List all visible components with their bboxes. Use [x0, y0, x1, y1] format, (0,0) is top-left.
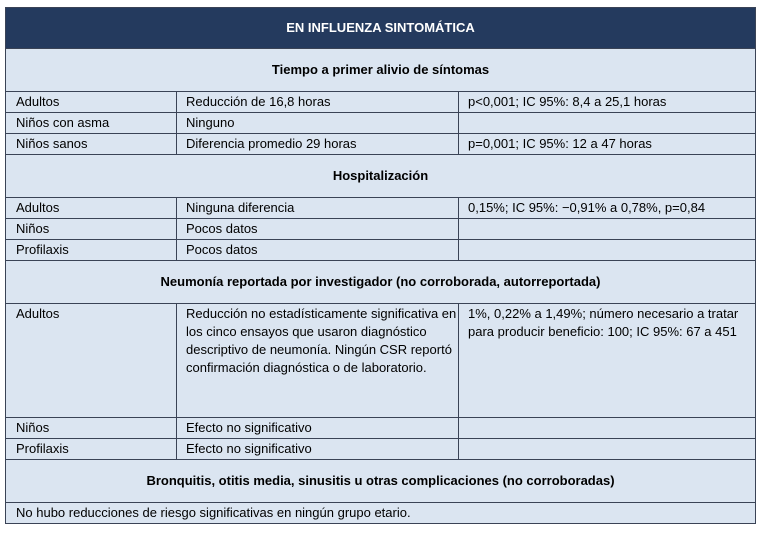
stats-cell: [459, 113, 755, 133]
stats-cell: 0,15%; IC 95%: −0,91% a 0,78%, p=0,84: [468, 200, 706, 215]
effect-cell: Efecto no significativo: [177, 418, 459, 438]
group-cell: Profilaxis: [6, 439, 177, 459]
group-cell: Adultos: [6, 92, 177, 112]
effect-cell: Ninguna diferencia: [177, 198, 459, 218]
table-row: [6, 439, 755, 460]
table-title: EN INFLUENZA SINTOMÁTICA: [6, 8, 755, 49]
group-cell: Niños con asma: [6, 113, 177, 133]
effect-cell: Reducción de 16,8 horas: [177, 92, 459, 112]
table-row: [6, 503, 755, 523]
section-heading: Bronquitis, otitis media, sinusitis u otras complicaciones (no corroboradas): [6, 460, 755, 503]
section-heading: Hospitalización: [6, 155, 755, 198]
group-cell: Niños: [6, 418, 177, 438]
table-row: [6, 304, 755, 418]
note-cell: No hubo reducciones de riesgo significativas en ningún grupo etario.: [16, 505, 411, 520]
table-row: [6, 134, 755, 155]
effect-cell: Diferencia promedio 29 horas: [177, 134, 459, 154]
effect-cell: Reducción no estadísticamente significativa en los cinco ensayos que usaron diagnóstico descriptivo de neumonía. Ningún CSR reportó confirmación diagnóstica o de laboratorio.: [177, 304, 459, 417]
group-cell: Niños sanos: [6, 134, 177, 154]
stats-cell: 1%, 0,22% a 1,49%; número necesario a tratar para producir beneficio: 100; IC 95%: 67 a 451: [468, 306, 739, 339]
table-row: [6, 92, 755, 113]
evidence-table: [5, 7, 756, 524]
stats-cell: [459, 240, 755, 260]
group-cell: Adultos: [6, 304, 177, 417]
effect-cell: Efecto no significativo: [177, 439, 459, 459]
stats-cell: p=0,001; IC 95%: 12 a 47 horas: [468, 136, 652, 151]
effect-cell: Ninguno: [177, 113, 459, 133]
table-row: [6, 113, 755, 134]
group-cell: Adultos: [6, 198, 177, 218]
section-heading: Neumonía reportada por investigador (no corroborada, autorreportada): [6, 261, 755, 304]
effect-cell: Pocos datos: [177, 240, 459, 260]
stats-cell: [459, 439, 755, 459]
section-heading: Tiempo a primer alivio de síntomas: [6, 49, 755, 92]
stats-cell: [459, 418, 755, 438]
stats-cell: [459, 219, 755, 239]
effect-cell: Pocos datos: [177, 219, 459, 239]
table-row: [6, 240, 755, 261]
stats-cell: p<0,001; IC 95%: 8,4 a 25,1 horas: [468, 94, 667, 109]
group-cell: Profilaxis: [6, 240, 177, 260]
table-row: [6, 219, 755, 240]
table-row: [6, 418, 755, 439]
table-row: [6, 198, 755, 219]
group-cell: Niños: [6, 219, 177, 239]
